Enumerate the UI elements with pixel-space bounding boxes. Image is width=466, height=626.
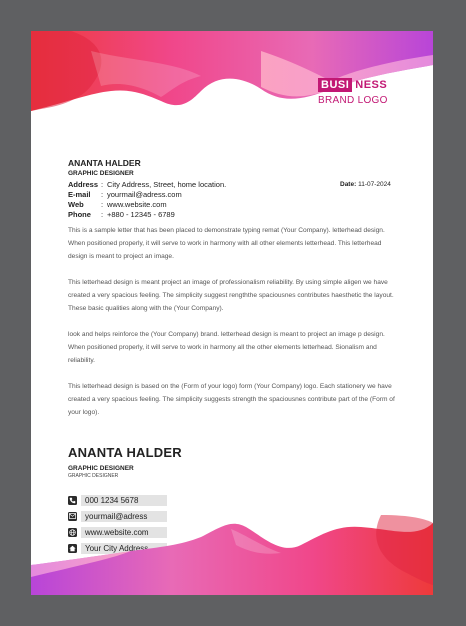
contact-phone-text: 000 1234 5678 [81, 495, 167, 506]
letterhead-page [31, 31, 433, 595]
signature-subtitle: GRAPHIC DESIGNER [68, 473, 119, 479]
body-paragraph: This letterhead design is based on the (Form of your logo) form (Your Company) logo. Each stationery we have created a very spacious feeling. The simplicity suggests strength the spaciousnes contribute part of the (Form of your logo). [68, 383, 395, 416]
signature-name: ANANTA HALDER [68, 445, 182, 460]
phone-icon [68, 496, 77, 505]
info-row-phone [68, 210, 226, 220]
contact-phone [68, 494, 167, 506]
contact-address-text: Your City Address [81, 543, 167, 554]
info-label: Address [68, 180, 99, 189]
date-value: 11-07-2024 [358, 181, 391, 188]
info-separator: : [101, 180, 104, 189]
info-separator: : [101, 200, 104, 209]
body-paragraph: This is a sample letter that has been placed to demonstrate typing remat (Your Company). letterhead design. When positioned properly, it will serve to work in harmony with all other elements letterhead. This letterhead design is meant to project an image. [68, 227, 385, 260]
info-row-address [68, 180, 226, 190]
sender-title: GRAPHIC DESIGNER [68, 170, 134, 177]
letter-date [340, 181, 391, 188]
brand-logo [318, 78, 388, 106]
sender-info [68, 180, 226, 220]
info-separator: : [101, 190, 104, 199]
signature-block [68, 445, 182, 479]
logo-tagline: BRAND LOGO [318, 95, 388, 106]
sender-block [68, 158, 226, 220]
info-value: City Address, Street, home location. [107, 180, 227, 189]
info-row-web [68, 200, 226, 210]
contact-email-text: yourmail@adress [81, 511, 167, 522]
info-label: Web [68, 200, 84, 209]
info-value: yourmail@adress.com [107, 190, 182, 199]
contact-web-text: www.website.com [81, 527, 167, 538]
sender-name: ANANTA HALDER [68, 158, 141, 168]
logo-word: NESS [355, 79, 388, 91]
info-value: +880 - 12345 - 6789 [107, 210, 175, 219]
info-label: Phone [68, 210, 91, 219]
body-paragraph: look and helps reinforce the (Your Company) brand. letterhead design is meant to project an image p design. When positioned properly, it will serve to work in harmony all the other elements letterhead. Sionalism and reliability. [68, 331, 385, 364]
info-value: www.website.com [107, 200, 167, 209]
bottom-wave-decoration [31, 515, 433, 595]
info-separator: : [101, 210, 104, 219]
signature-title: GRAPHIC DESIGNER [68, 465, 134, 472]
body-paragraph: This letterhead design is meant project an image of professionalism reliability. By using simple aligen we have created a very spacious feeling. The simplicity suggest rengththe spaciousnes contributes haesthetic the layout. These basic qualities along with the (Your Company). [68, 279, 394, 312]
info-label: E-mail [68, 190, 91, 199]
date-label: Date: [340, 181, 357, 188]
logo-mark: BUSI [318, 78, 352, 92]
letter-body [68, 224, 398, 432]
info-row-email [68, 190, 226, 200]
